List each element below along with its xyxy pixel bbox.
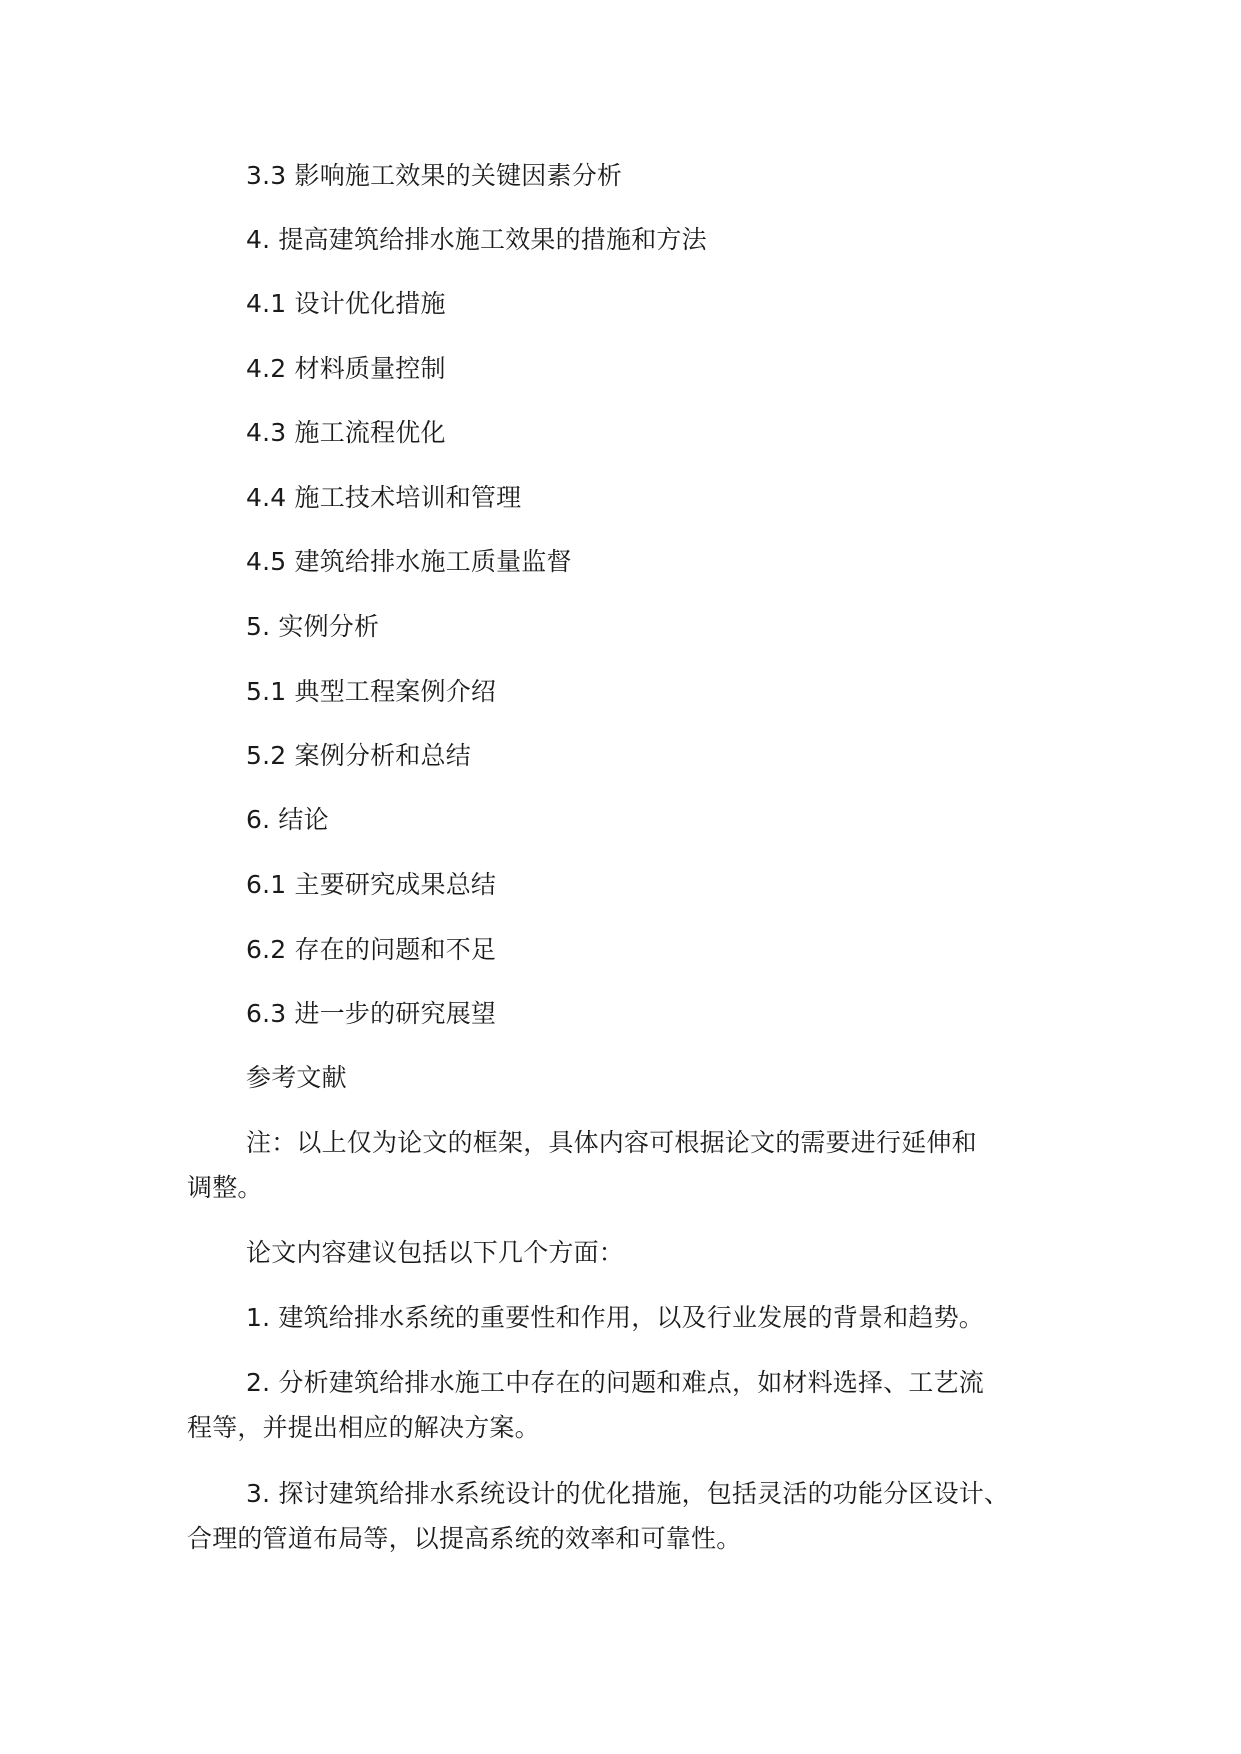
outline-item-4: 4. 提高建筑给排水施工效果的措施和方法 <box>246 225 707 254</box>
outline-item-4-3: 4.3 施工流程优化 <box>246 418 446 447</box>
outline-item-5: 5. 实例分析 <box>246 612 380 641</box>
outline-item-5-1: 5.1 典型工程案例介绍 <box>246 677 497 706</box>
outline-item-6-3: 6.3 进一步的研究展望 <box>246 999 497 1028</box>
outline-item-4-5: 4.5 建筑给排水施工质量监督 <box>246 547 572 576</box>
outline-item-4-1: 4.1 设计优化措施 <box>246 289 446 318</box>
outline-item-5-2: 5.2 案例分析和总结 <box>246 741 471 770</box>
note-line-2: 调整。 <box>187 1173 263 1202</box>
outline-item-6: 6. 结论 <box>246 805 329 834</box>
outline-item-4-2: 4.2 材料质量控制 <box>246 354 446 383</box>
outline-item-6-1: 6.1 主要研究成果总结 <box>246 870 497 899</box>
outline-item-3-3: 3.3 影响施工效果的关键因素分析 <box>246 161 623 190</box>
suggestion-point-1: 1. 建筑给排水系统的重要性和作用，以及行业发展的背景和趋势。 <box>246 1303 985 1332</box>
outline-item-6-2: 6.2 存在的问题和不足 <box>246 935 497 964</box>
suggestion-point-3-line-2: 合理的管道布局等，以提高系统的效率和可靠性。 <box>187 1524 742 1553</box>
suggestion-point-2-line-2: 程等，并提出相应的解决方案。 <box>187 1413 540 1442</box>
suggestion-point-2-line-1: 2. 分析建筑给排水施工中存在的问题和难点，如材料选择、工艺流 <box>246 1368 985 1397</box>
outline-item-references: 参考文献 <box>246 1063 347 1092</box>
outline-item-4-4: 4.4 施工技术培训和管理 <box>246 483 522 512</box>
note-line-1: 注：以上仅为论文的框架，具体内容可根据论文的需要进行延伸和 <box>246 1128 977 1157</box>
suggestions-intro: 论文内容建议包括以下几个方面： <box>246 1238 625 1267</box>
suggestion-point-3-line-1: 3. 探讨建筑给排水系统设计的优化措施，包括灵活的功能分区设计、 <box>246 1479 1010 1508</box>
